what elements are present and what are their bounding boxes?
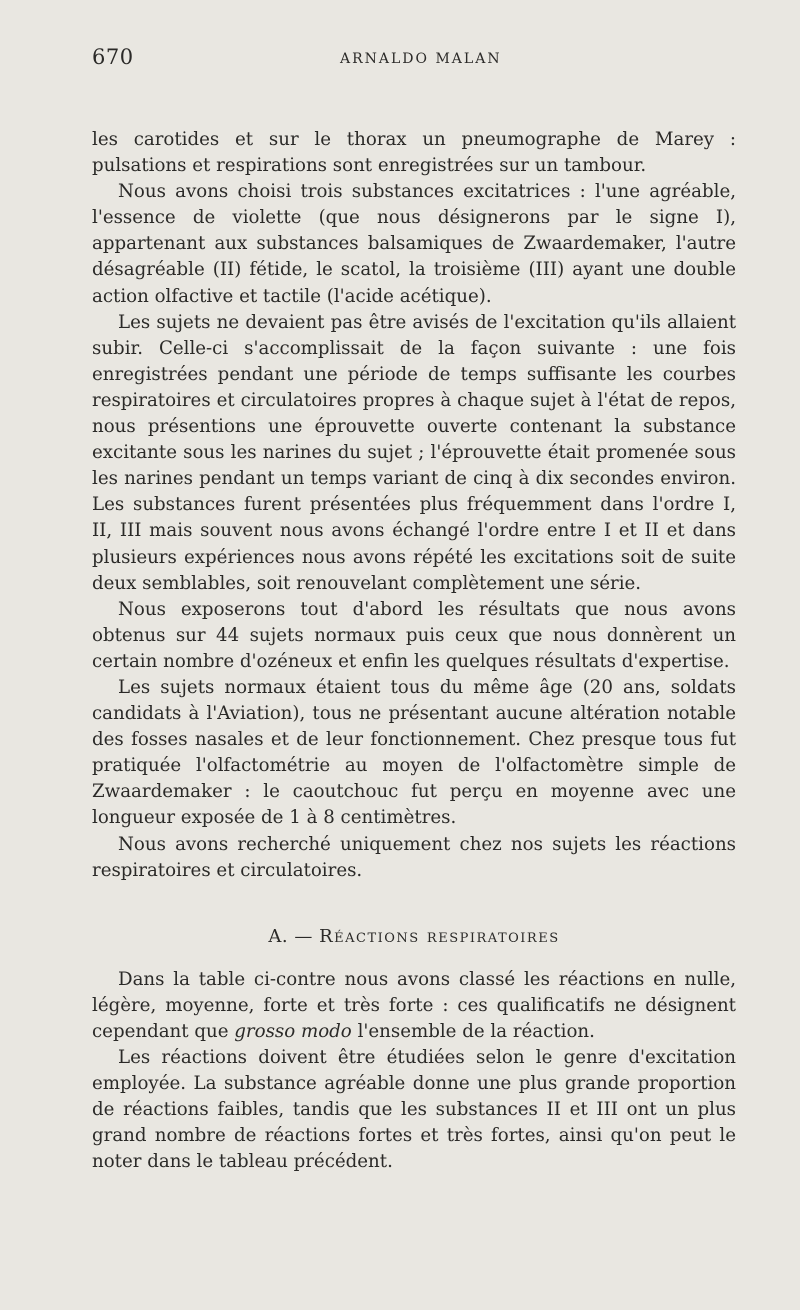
paragraph: Les réactions doivent être étudiées selon le genre d'excitation employée. La substance agréable donne une plus grande proportion de réactions faibles, tandis que les substances II et III ont un plus grand nombre de réactions fortes et très fortes, ainsi qu'on peut le noter dans le tableau précédent. — [92, 1047, 736, 1173]
paragraph-text: l'ensemble de la réaction. — [357, 1020, 595, 1042]
paragraph: Nous avons choisi trois substances excitatrices : l'une agréable, l'essence de violette (que nous désignerons par le signe I), appartenant aux substances balsamiques de Zwaardemaker, l'autre désagréable (II) fétide, le scatol, la troisième (III) ayant une double action olfactive et tactile (l'acide acétique). — [92, 181, 736, 307]
running-head: ARNALDO MALAN — [340, 51, 502, 67]
page-number: 670 — [92, 45, 134, 69]
body-text — [92, 127, 736, 1175]
section-title: Réactions respiratoires — [319, 925, 560, 947]
paragraph: Les sujets normaux étaient tous du même âge (20 ans, soldats candidats à l'Aviation), tous ne présentant aucune altération notable des fosses nasales et de leur fonctionnement. Chez presque tous fut pratiquée l'olfactométrie au moyen de l'olfactomètre simple de Zwaardemaker : le caoutchouc fut perçu en moyenne avec une longueur exposée de 1 à 8 centimètres. — [92, 676, 736, 829]
section-heading — [92, 926, 736, 947]
page-header — [92, 45, 736, 79]
section-letter: A. — — [268, 925, 313, 947]
italic-phrase: grosso modo — [234, 1020, 352, 1042]
paragraph: Les sujets ne devaient pas être avisés de l'excitation qu'ils allaient subir. Celle-ci s'accomplissait de la façon suivante : une fois enregistrées pendant une période de temps suffisante les courbes respiratoires et circulatoires propres à chaque sujet à l'état de repos, nous présentions une éprouvette ouverte contenant la substance excitante sous les narines du sujet ; l'éprouvette était promenée sous les narines pendant un temps variant de cinq à dix secondes environ. Les substances furent présentées plus fréquemment dans l'ordre I, II, III mais souvent nous avons échangé l'ordre entre I et II et dans plusieurs expériences nous avons répété les excitations soit de suite deux semblables, soit renouvelant complètement une série. — [92, 311, 736, 594]
paragraph-text: Dans la table ci-contre nous avons classé les réactions en nulle, légère, moyenne, forte et très forte : ces qualificatifs ne désignent cependant que — [92, 968, 736, 1042]
paragraph — [92, 967, 736, 1045]
paragraph: les carotides et sur le thorax un pneumographe de Marey : pulsations et respirations sont enregistrées sur un tambour. — [92, 129, 736, 177]
paragraph: Nous avons recherché uniquement chez nos sujets les réactions respiratoires et circulatoires. — [92, 833, 736, 881]
paragraph: Nous exposerons tout d'abord les résultats que nous avons obtenus sur 44 sujets normaux puis ceux que nous donnèrent un certain nombre d'ozéneux et enfin les quelques résultats d'expertise. — [92, 598, 736, 672]
